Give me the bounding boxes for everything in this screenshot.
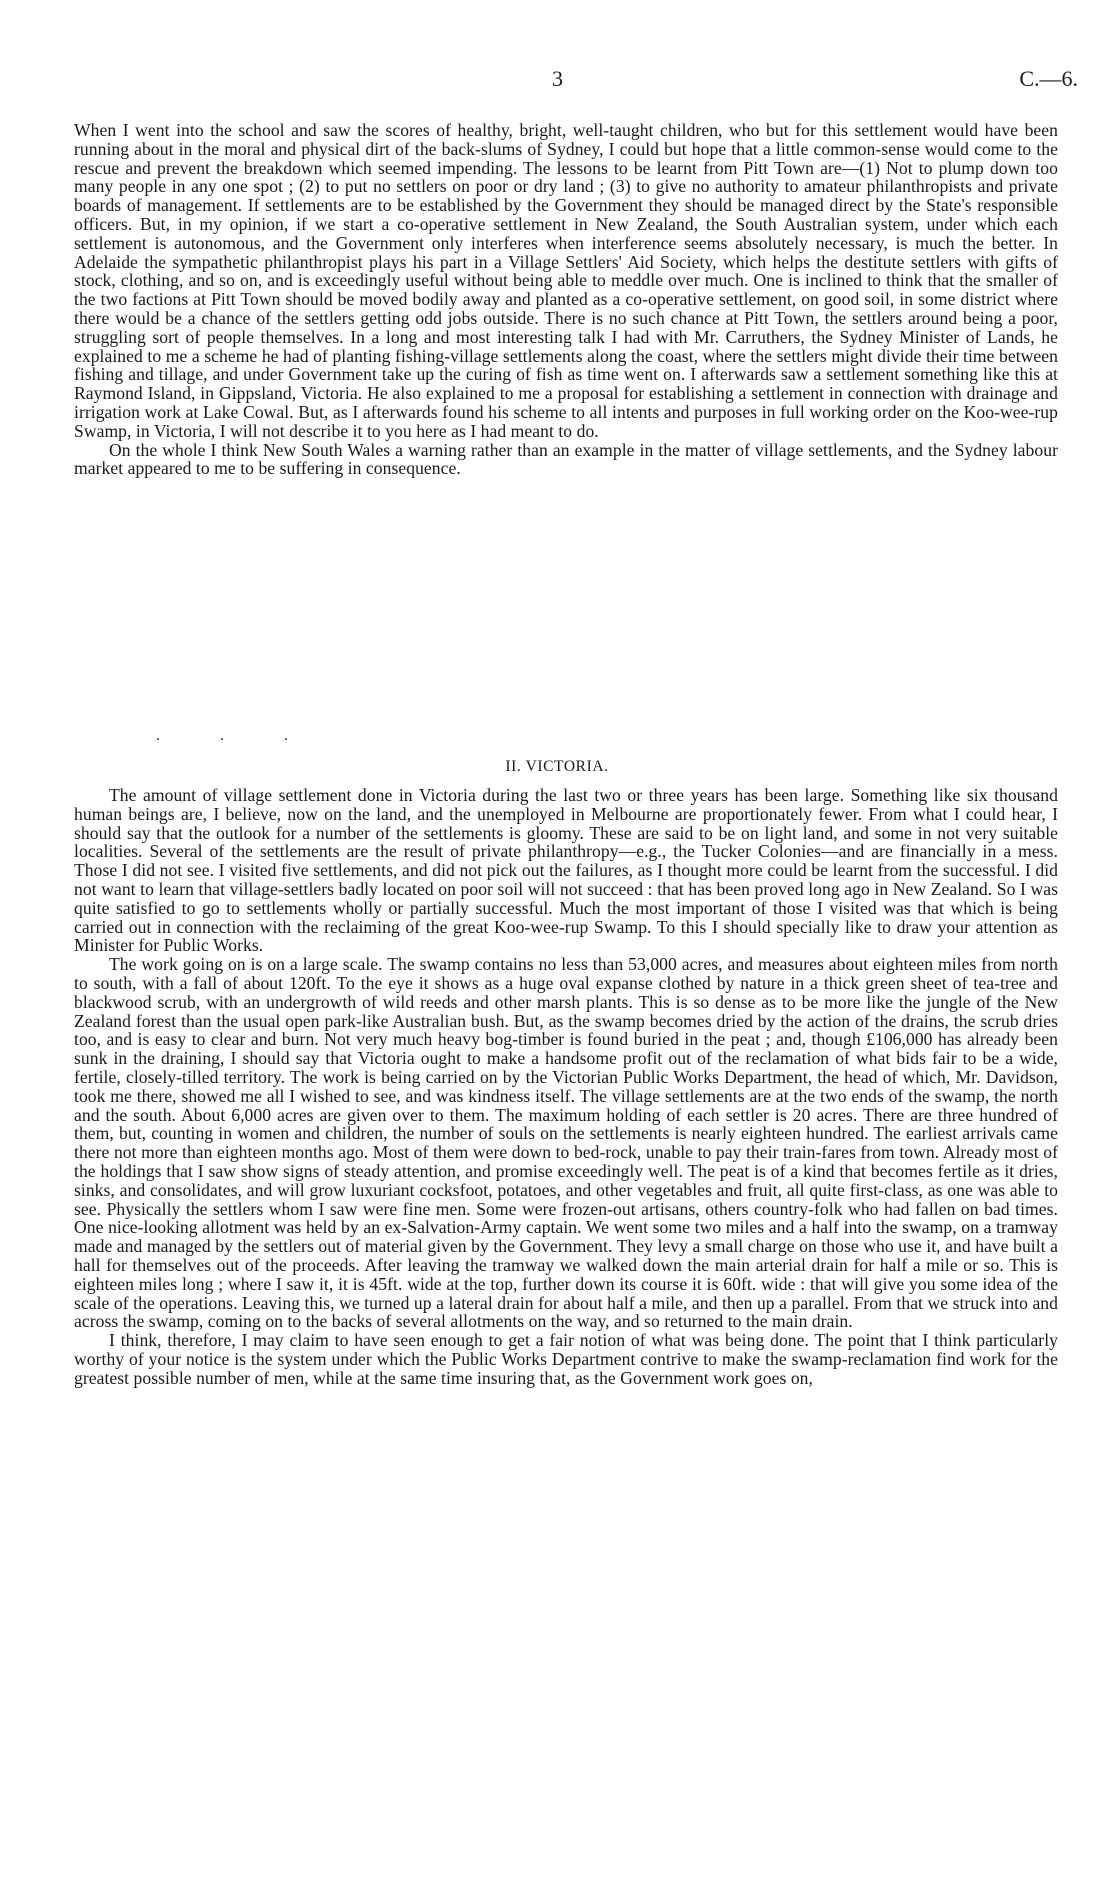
paragraph: I think, therefore, I may claim to have seen enough to get a fair notion of what was being done. The point that I think particularly worthy of your notice is the system under which the Public Works Department contrive to make the swamp-reclamation find work for the greatest possible number of men, while at the same time insuring that, as the Government work goes on,	[74, 1330, 1058, 1388]
section-separator: . . .	[156, 727, 316, 744]
page-header	[0, 66, 1114, 96]
paragraph: The amount of village settlement done in Victoria during the last two or three years has been large. Something like six thousand human beings are, I believe, now on the land, and the unemployed in Melbourne are proportionately fewer. From what I could hear, I should say that the outlook for a number of the settlements is gloomy. These are said to be on light land, and some in not very suitable localities. Several of the settlements are the result of private philanthropy—e.g., the Tucker Colonies—and are financially in a mess. Those I did not see. I visited five settlements, and did not pick out the failures, as I thought more could be learnt from the successful. I did not want to learn that village-settlers badly located on poor soil will not succeed : that has been proved long ago in New Zealand. So I was quite satisfied to go to settlements wholly or partially successful. Much the most important of those I visited was that which is being carried out in connection with the reclaiming of the great Koo-wee-rup Swamp. To this I should specially like to draw your attention as Minister for Public Works.	[74, 785, 1058, 956]
page-number: 3	[552, 66, 563, 91]
paragraph: On the whole I think New South Wales a warning rather than an example in the matter of village settlements, and the Sydney labour market appeared to me to be suffering in consequence.	[74, 439, 1058, 479]
document-reference: C.—6.	[1019, 66, 1078, 91]
section-victoria	[74, 760, 1058, 1388]
paragraph: When I went into the school and saw the scores of healthy, bright, well-taught children, who but for this settlement would have been running about in the moral and physical dirt of the back-slums of Sydney, I could but hope that a little common-sense would come to the rescue and prevent the breakdown which seemed impending. The lessons to be learnt from Pitt Town are—(1) Not to plump down too many people in any one spot ; (2) to put no settlers on poor or dry land ; (3) to give no authority to amateur philanthropists and private boards of management. If settlements are to be established by the Government they should be managed direct by the State's responsible officers. But, in my opinion, if we start a co-operative settlement in New Zealand, the South Australian system, under which each settlement is autonomous, and the Government only interferes when interference seems absolutely necessary, is much the better. In Adelaide the sympathetic philanthropist plays his part in a Village Settlers' Aid Society, which helps the destitute settlers with gifts of stock, clothing, and so on, and is exceedingly useful without being able to meddle over much. One is inclined to think that the smaller of the two factions at Pitt Town should be moved bodily away and planted as a co-operative settlement, on good soil, in some district where there would be a chance of the settlers getting odd jobs outside. There is no such chance at Pitt Town, the settlers around being a poor, struggling sort of people themselves. In a long and most interesting talk I had with Mr. Carruthers, the Sydney Minister of Lands, he explained to me a scheme he had of planting fishing-village settlements along the coast, where the settlers might divide their time between fishing and tillage, and under Government take up the curing of fish as time went on. I afterwards saw a settlement something like this at Raymond Island, in Gippsland, Victoria. He also explained to me a proposal for establishing a settlement in connection with drainage and irrigation work at Lake Cowal. But, as I afterwards found his scheme to all intents and purposes in full working order on the Koo-wee-rup Swamp, in Victoria, I will not describe it to you here as I had meant to do.	[74, 120, 1058, 441]
paragraph: The work going on is on a large scale. The swamp contains no less than 53,000 acres, and measures about eighteen miles from north to south, with a fall of about 120ft. To the eye it shows as a huge oval expanse clothed by nature in a thick green sheet of tea-tree and blackwood scrub, with an undergrowth of wild reeds and other marsh plants. This is so dense as to be more like the jungle of the New Zealand forest than the usual open park-like Australian bush. But, as the swamp becomes dried by the action of the drains, the scrub dries too, and is easy to clear and burn. Not very much heavy bog-timber is found buried in the peat ; and, though £106,000 has already been sunk in the draining, I should say that Victoria ought to make a handsome profit out of the reclamation of what bids fair to be a wide, fertile, closely-tilled territory. The work is being carried on by the Victorian Public Works Department, the head of which, Mr. Davidson, took me there, showed me all I wished to see, and was kindness itself. The village settlements are at the two ends of the swamp, the north and the south. About 6,000 acres are given over to them. The maximum holding of each settler is 20 acres. There are three hundred of them, but, counting in women and children, the number of souls on the settlements is nearly eighteen hundred. The earliest arrivals came there not more than eighteen months ago. Most of them were down to bed-rock, unable to pay their train-fares from town. Already most of the holdings that I saw show signs of steady attention, and promise exceedingly well. The peat is of a kind that becomes fertile as it dries, sinks, and consolidates, and will grow luxuriant cocksfoot, potatoes, and other vegetables and fruit, all quite first-class, as one was able to see. Physically the settlers whom I saw were fine men. Some were frozen-out artisans, others country-folk who had fallen on bad times. One nice-looking allotment was held by an ex-Salvation-Army captain. We went some two miles and a half into the swamp, on a tramway made and managed by the settlers out of material given by the Government. They levy a small charge on those who use it, and have built a hall for themselves out of the proceeds. After leaving the tramway we walked down the main arterial drain for half a mile or so. This is eighteen miles long ; where I saw it, it is 45ft. wide at the top, further down its course it is 60ft. wide : that will give you some idea of the scale of the operations. Leaving this, we turned up a lateral drain for about half a mile, and then up a parallel. From that we struck into and across the swamp, coming on to the backs of several allotments on the way, and so returned to the main drain.	[74, 954, 1058, 1332]
section-new-south-wales	[74, 121, 1058, 478]
section-heading-victoria: II. VICTORIA.	[505, 758, 609, 775]
